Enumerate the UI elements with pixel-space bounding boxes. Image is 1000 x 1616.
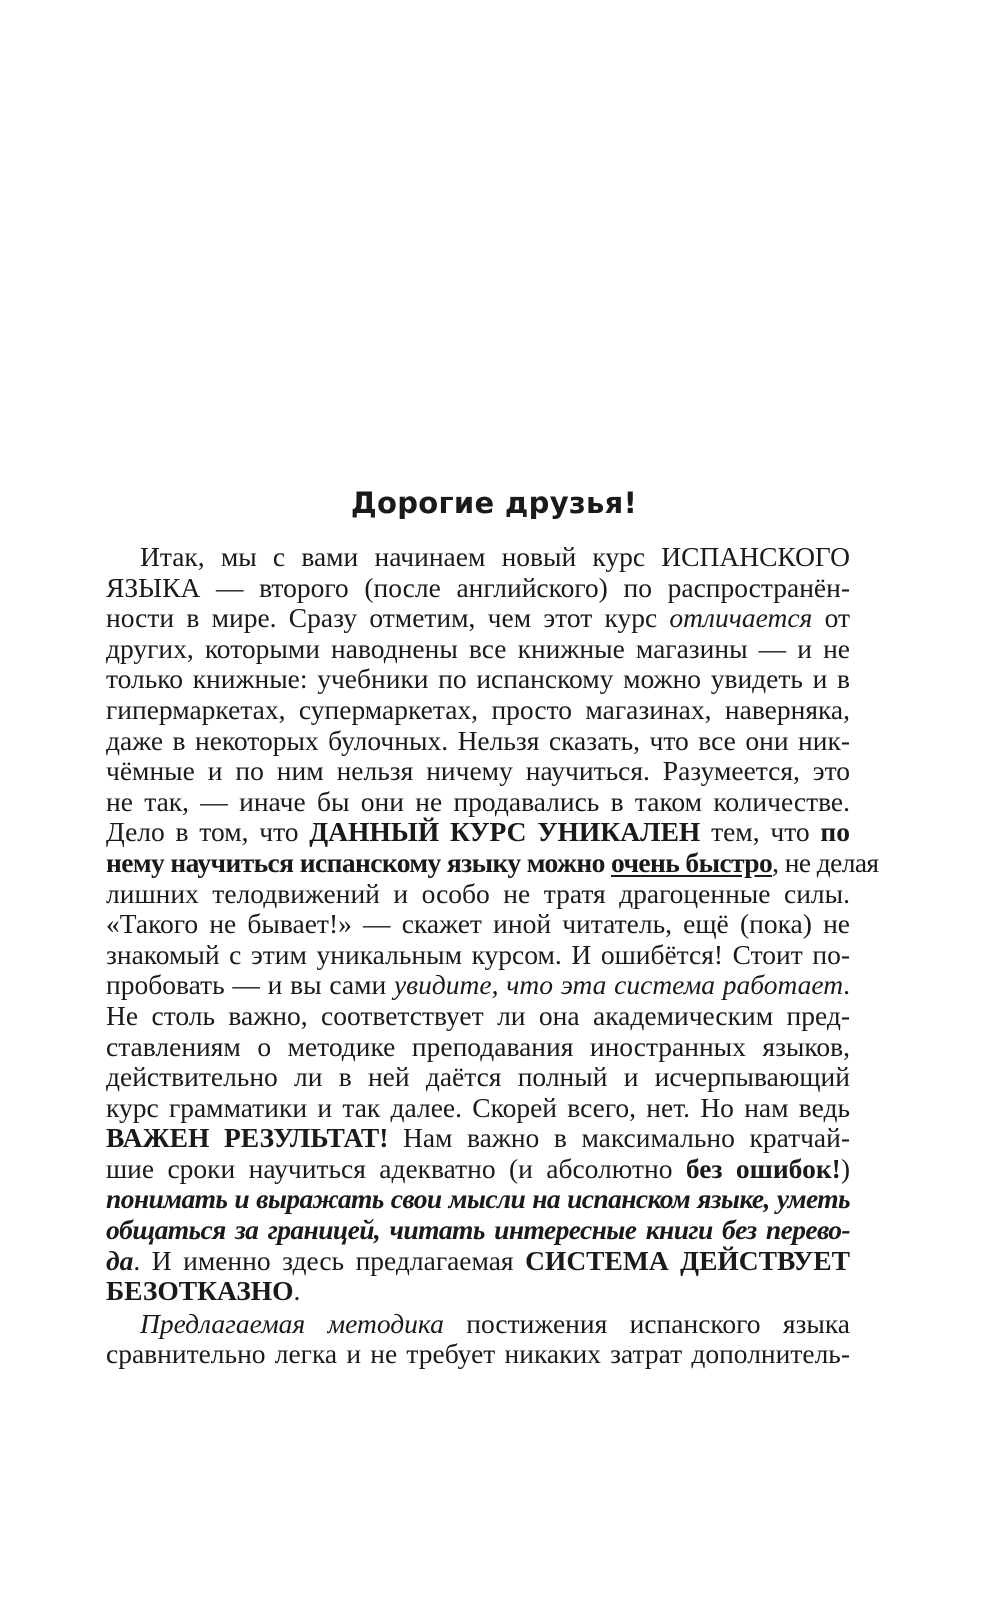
text-run: постижения испанского языка — [443, 1307, 850, 1339]
text-run: . И именно здесь предлагаемая — [133, 1244, 526, 1276]
text-line — [106, 1215, 850, 1246]
bold-emphasis: по — [820, 816, 850, 848]
paragraph-intro — [106, 541, 879, 1307]
page-title: Дорогие друзья! — [350, 486, 638, 520]
text-line — [106, 1093, 850, 1124]
text-run: ) — [840, 1152, 850, 1184]
text-line — [106, 1339, 850, 1370]
text-line — [106, 1032, 850, 1063]
text-run: даже в некоторых булочных. Нельзя сказать, что все они ник- — [106, 724, 850, 756]
text-line — [106, 1001, 850, 1032]
bold-emphasis: ВАЖЕН РЕЗУЛЬТАТ! — [106, 1122, 389, 1154]
text-line — [106, 787, 850, 818]
text-line — [106, 1309, 850, 1340]
text-line — [106, 603, 850, 634]
bold-emphasis: СИСТЕМА ДЕЙСТВУЕТ — [525, 1244, 850, 1276]
text-line — [106, 664, 850, 695]
text-line — [106, 846, 879, 879]
italic-emphasis: увидите, что эта система работает — [393, 969, 844, 1001]
text-run: пробовать — и вы сами — [106, 969, 394, 1001]
text-line — [106, 1123, 850, 1154]
text-line — [106, 1276, 850, 1307]
text-line — [106, 634, 850, 665]
text-run: , не делая — [772, 846, 879, 878]
text-line — [106, 726, 850, 757]
text-run: Итак, мы с вами начинаем новый курс ИСПАНСКОГО — [140, 541, 850, 572]
text-run: . — [293, 1275, 301, 1307]
text-line — [106, 909, 850, 940]
text-run: гипермаркетах, супермаркетах, просто магазинах, наверняка, — [106, 693, 850, 725]
text-run: курс грамматики и так далее. Скорей всего, нет. Но нам ведь — [106, 1091, 850, 1123]
page-content — [106, 486, 879, 1370]
bold-emphasis: БЕЗОТКАЗНО — [106, 1275, 294, 1307]
text-line — [106, 940, 850, 971]
text-line — [106, 695, 850, 726]
text-run: других, которыми наводнены все книжные магазины — и не — [106, 632, 850, 664]
bold-emphasis: без ошибок! — [685, 1152, 841, 1184]
text-line — [106, 1184, 850, 1215]
text-run: чёмные и по ним нельзя ничему научиться. Разумеется, это — [106, 755, 850, 787]
text-run: шие сроки научиться адекватно (и абсолютно — [106, 1152, 686, 1184]
text-line — [106, 1062, 850, 1093]
text-run: действительно ли в ней даётся полный и исчерпывающий — [106, 1061, 850, 1093]
italic-emphasis: Предлагаемая методика — [140, 1307, 444, 1339]
text-run: лишних телодвижений и особо не тратя драгоценные силы. — [106, 877, 850, 909]
text-run: сравнительно легка и не требует никаких затрат дополнитель- — [106, 1338, 850, 1370]
bold-emphasis: ДАННЫЙ КУРС УНИКАЛЕН — [309, 816, 701, 848]
text-run: не так, — иначе бы они не продавались в таком количестве. — [106, 785, 850, 817]
text-line — [106, 1154, 850, 1185]
text-run: знакомый с этим уникальным курсом. И ошибётся! Стоит по- — [106, 938, 850, 970]
text-line — [106, 879, 850, 910]
bold-emphasis: нему научиться испанскому языку можно — [106, 846, 612, 878]
text-run: только книжные: учебники по испанскому можно увидеть и в — [106, 663, 850, 695]
text-run: Нам важно в максимально кратчай- — [388, 1122, 850, 1154]
paragraph-method — [106, 1309, 850, 1370]
text-run: ЯЗЫКА — второго (после английского) по распространён- — [106, 571, 850, 603]
text-line — [106, 817, 850, 848]
text-run: ставлениям о методике преподавания иностранных языков, — [106, 1030, 850, 1062]
bold-italic-emphasis: понимать и выражать свои мысли на испанском языке, уметь — [106, 1183, 850, 1215]
text-line — [106, 1246, 850, 1277]
text-run: Дело в том, что — [106, 816, 310, 848]
bold-italic-emphasis: общаться за границей, читать интересные книги без перево- — [106, 1214, 850, 1246]
bold-underlined-emphasis: очень быстро — [611, 846, 773, 878]
text-run: от — [812, 602, 851, 634]
bold-italic-emphasis: да — [106, 1244, 134, 1276]
text-line — [106, 542, 850, 573]
text-line — [106, 573, 850, 604]
text-run: ности в мире. Сразу отметим, чем этот курс — [106, 602, 670, 634]
text-run: тем, что — [700, 816, 821, 848]
text-run: . — [843, 969, 851, 1001]
italic-emphasis: отличается — [669, 602, 813, 634]
text-line — [106, 756, 850, 787]
text-run: Не столь важно, соответствует ли она академическим пред- — [106, 999, 850, 1031]
text-line — [106, 970, 850, 1001]
text-run: «Такого не бывает!» — скажет иной читатель, ещё (пока) не — [106, 908, 850, 940]
